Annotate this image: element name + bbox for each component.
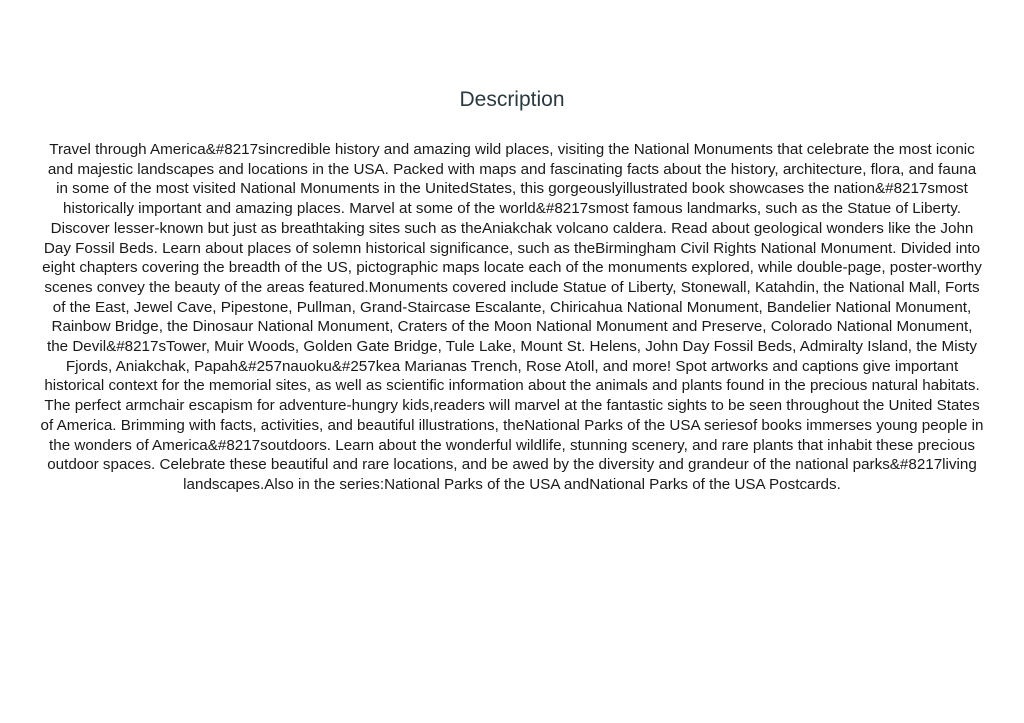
page-title: Description [459,88,565,111]
description-paragraph: Travel through America&#8217sincredible history and amazing wild places, visiting the National Monuments that celebrate the most iconic and majestic landscapes and locations in the USA. Packed with maps and fascinating facts about the history, architecture, flora, and fauna in some of the most visited National Monuments in the UnitedStates, this gorgeouslyillustrated book showcases the nation&#8217smost historically important and amazing places. Marvel at some of the world&#8217smost famous landmarks, such as the Statue of Liberty. Discover lesser-known but just as breathtaking sites such as theAniakchak volcano caldera. Read about geological wonders like the John Day Fossil Beds. Learn about places of solemn historical significance, such as theBirmingham Civil Rights National Monument. Divided into eight chapters covering the breadth of the US, pictographic maps locate each of the monuments explored, while double-page, poster-worthy scenes convey the beauty of the areas featured.Monuments covered include Statue of Liberty, Stonewall, Katahdin, the National Mall, Forts of the East, Jewel Cave, Pipestone, Pullman, Grand-Staircase Escalante, Chiricahua National Monument, Bandelier National Monument, Rainbow Bridge, the Dinosaur National Monument, Craters of the Moon National Monument and Preserve, Colorado National Monument, the Devil&#8217sTower, Muir Woods, Golden Gate Bridge, Tule Lake, Mount St. Helens, John Day Fossil Beds, Admiralty Island, the Misty Fjords, Aniakchak, Papah&#257nauoku&#257kea Marianas Trench, Rose Atoll, and more! Spot artworks and captions give important historical context for the memorial sites, as well as scientific information about the animals and plants found in the precious natural habitats. The perfect armchair escapism for adventure-hungry kids,readers will marvel at the fantastic sights to be seen throughout the United States of America. Brimming with facts, activities, and beautiful illustrations, theNational Parks of the USA seriesof books immerses young people in the wonders of America&#8217soutdoors. Learn about the wonderful wildlife, stunning scenery, and rare plants that inhabit these precious outdoor spaces. Celebrate these beautiful and rare locations, and be awed by the diversity and grandeur of the national parks&#8217living landscapes.Also in the series:National Parks of the USA andNational Parks of the USA Postcards. [40,141,984,493]
